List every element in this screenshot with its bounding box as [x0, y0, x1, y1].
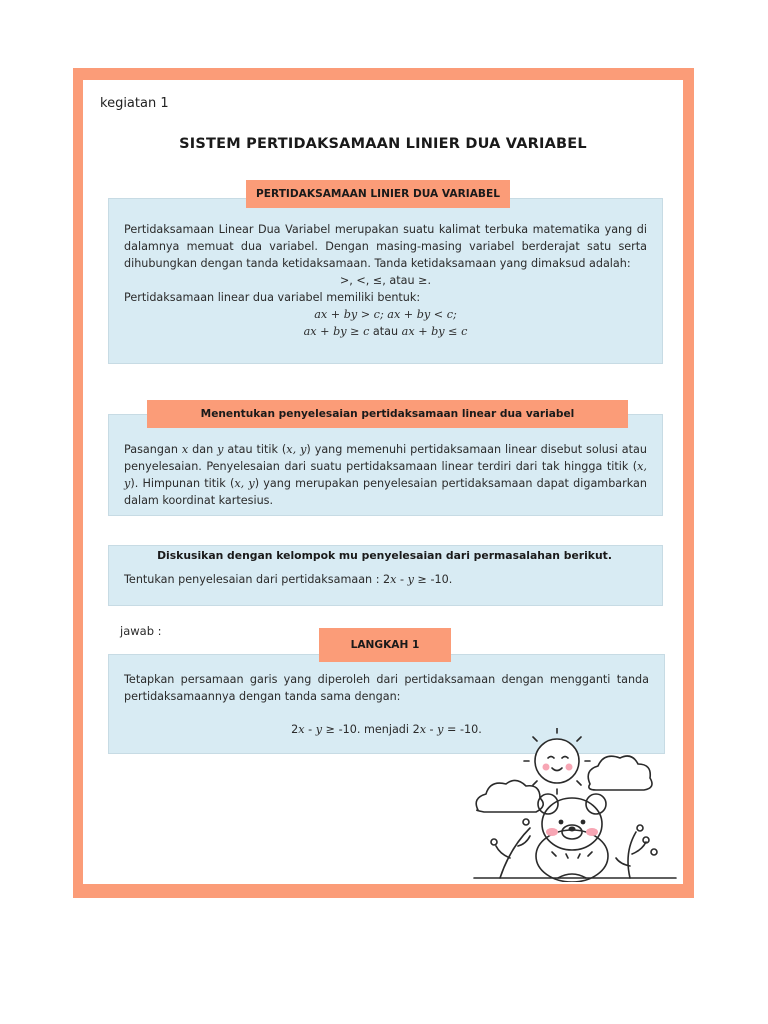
eq-y2: y — [437, 723, 444, 736]
var-y: y — [217, 443, 224, 456]
jawab-label: jawab : — [120, 624, 162, 638]
eq-mid: ≥ -10. menjadi 2 — [322, 723, 420, 736]
eq-minus1: - — [304, 723, 316, 736]
section-tag-solution: Menentukan penyelesaian pertidaksamaan linear dua variabel — [147, 400, 628, 428]
var-xy-2: x, y — [124, 460, 647, 490]
page-title: SISTEM PERTIDAKSAMAAN LINIER DUA VARIABEL — [179, 136, 587, 152]
problem-var-x: x — [390, 573, 397, 586]
var-xy-3: x, y — [234, 477, 255, 490]
inequality-signs: >, <, ≤, atau ≥. — [339, 274, 432, 287]
problem-minus: - — [396, 573, 408, 586]
var-xy: x, y — [286, 443, 307, 456]
form-line-1: ax + by > c; ax + by < c; — [314, 308, 457, 321]
problem-intro: Tentukan penyelesaian dari pertidaksamaan : 2 — [124, 573, 391, 586]
problem-var-y: y — [407, 573, 414, 586]
eq-2a: 2 — [291, 723, 299, 736]
kegiatan-label: kegiatan 1 — [100, 96, 169, 111]
text-dan: dan — [188, 443, 218, 456]
var-x: x — [181, 443, 189, 456]
text-rest-1: ) yang memenuhi pertidaksamaan linear disebut solusi atau penyelesaian. Penyelesaian dari suatu pertidaksamaan linear terdiri dari tak hingga titik ( — [124, 443, 647, 473]
form-line-2-atau: atau — [369, 325, 402, 338]
solution-box — [108, 414, 663, 516]
cloud-right-icon — [588, 756, 652, 790]
eq-x1: x — [298, 723, 305, 736]
section-tag-definition: PERTIDAKSAMAAN LINIER DUA VARIABEL — [246, 180, 510, 208]
eq-y1: y — [315, 723, 323, 736]
eq-end: = -10. — [443, 723, 482, 736]
problem-text — [124, 571, 647, 588]
bear-sun-illustration — [470, 728, 680, 882]
step-1-text: Tetapkan persamaan garis yang diperoleh dari pertidaksamaan dengan mengganti tanda pertidaksamaannya dengan tanda sama dengan: — [124, 673, 649, 703]
solution-paragraph — [124, 441, 647, 509]
text-atau-titik: atau titik ( — [223, 443, 287, 456]
text-rest-2: ). Himpunan titik ( — [130, 477, 235, 490]
form-intro: Pertidaksamaan linear dua variabel memiliki bentuk: — [124, 291, 421, 304]
text-rest-3: ) yang merupakan penyelesaian pertidaksamaan dapat digambarkan dalam koordinat kartesius. — [124, 477, 647, 507]
problem-end: ≥ -10. — [413, 573, 453, 586]
text-pasangan: Pasangan — [124, 443, 182, 456]
form-line-2 — [124, 323, 647, 340]
bear-icon — [536, 794, 608, 882]
form-line-2-a: ax + by ≥ c — [303, 325, 370, 338]
section-tag-problem: Diskusikan dengan kelompok mu penyelesaian dari permasalahan berikut. — [157, 549, 612, 562]
eq-minus2: - — [426, 723, 438, 736]
definition-paragraph: Pertidaksamaan Linear Dua Variabel merupakan suatu kalimat terbuka matematika yang di dalamnya memuat dua variabel. Dengan masing-masing variabel berderajat satu serta dihubungkan dengan tanda ketidaksamaan. Tanda ketidaksamaan yang dimaksud adalah: — [124, 223, 647, 270]
definition-box — [108, 198, 663, 364]
form-line-2-b: ax + by ≤ c — [401, 325, 468, 338]
step-1-tag: LANGKAH 1 — [319, 628, 451, 662]
eq-x2: x — [419, 723, 426, 736]
sun-icon — [524, 728, 590, 794]
